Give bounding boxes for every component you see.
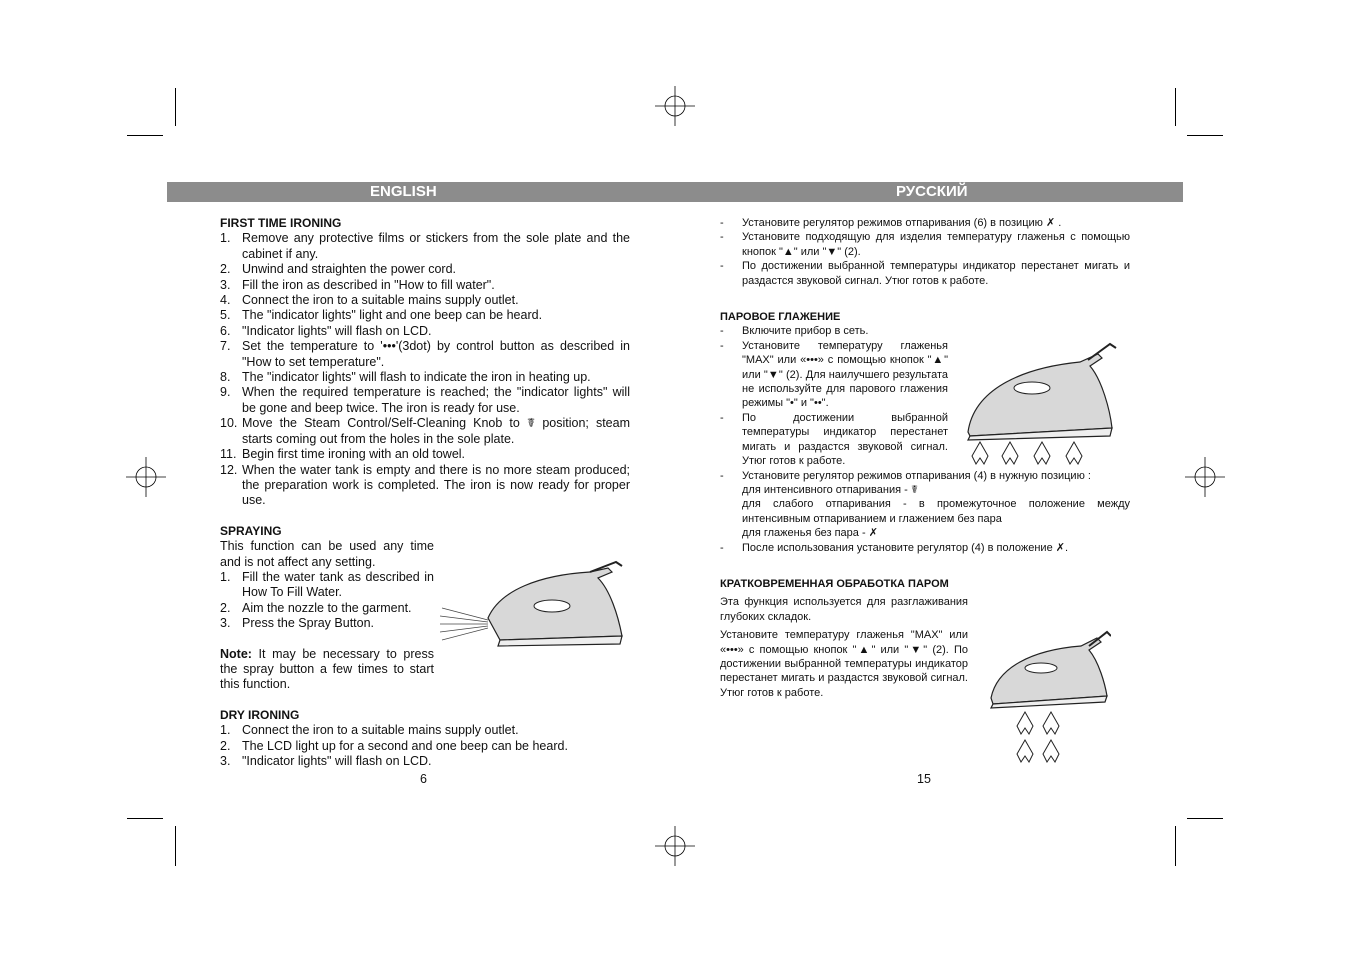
registration-mark xyxy=(655,86,695,126)
burst-paragraph-1: Эта функция используется для разглаживания глубоких складок. xyxy=(720,596,968,623)
list-item: 5. The "indicator lights" light and one beep can be heard. xyxy=(220,308,543,323)
page-number-left: 6 xyxy=(420,772,427,786)
list-item: - По достижении выбранной температуры индикатор перестанет мигать и раздастся звуковой сигнал. Утюг готов к работе. xyxy=(720,260,1130,287)
list-item: 11. Begin first time ironing with an old towel. xyxy=(220,447,466,462)
steam-sub-3: для глаженья без пара - ✗ xyxy=(742,527,878,540)
list-item: 4. Connect the iron to a suitable mains supply outlet. xyxy=(220,293,519,308)
section-header-bar xyxy=(167,182,1183,202)
dry-ironing-heading: DRY IRONING xyxy=(220,707,300,722)
list-item: 10. Move the Steam Control/Self-Cleaning Knob to ☤ position; steam starts coming out from the holes in the sole plate. xyxy=(220,416,630,446)
list-item: 3. Press the Spray Button. xyxy=(220,616,375,631)
list-item: 12. When the water tank is empty and there is no more steam produced; the preparation work is completed. The iron is now ready for proper use. xyxy=(220,462,630,508)
list-item: 1. Fill the water tank as described in How To Fill Water. xyxy=(220,569,434,600)
list-item: 7. Set the temperature to '•••'(3dot) by control button as described in "How to set temperature". xyxy=(220,339,630,369)
registration-mark xyxy=(1185,457,1225,497)
list-item: 2. The LCD light up for a second and one beep can be heard. xyxy=(220,738,568,753)
registration-mark xyxy=(126,457,166,497)
crop-mark xyxy=(1187,135,1223,136)
steam-ironing-heading: ПАРОВОЕ ГЛАЖЕНИЕ xyxy=(720,311,841,324)
list-item: 6. "Indicator lights" will flash on LCD. xyxy=(220,323,432,338)
steam-sub-2: для слабого отпаривания - в промежуточное положение между интенсивным отпариванием и глажением без пара xyxy=(742,498,1130,525)
list-item: 3. "Indicator lights" will flash on LCD. xyxy=(220,754,432,768)
spraying-heading: SPRAYING xyxy=(220,523,282,538)
first-time-heading: FIRST TIME IRONING xyxy=(220,216,342,230)
russian-title: РУССКИЙ xyxy=(896,183,968,200)
page-number-right: 15 xyxy=(917,772,931,786)
spray-iron-illustration xyxy=(440,560,626,650)
list-item: 9. When the required temperature is reached; the "indicator lights" will be gone and beep twice. The iron is ready for use. xyxy=(220,385,630,415)
burst-heading: КРАТКОВРЕМЕННАЯ ОБРАБОТКА ПАРОМ xyxy=(720,577,949,590)
list-item: 2. Aim the nozzle to the garment. xyxy=(220,600,412,615)
list-item: - По достижении выбранной температуры индикатор перестанет мигать и раздастся звуковой сигнал. Утюг готов к работе. xyxy=(720,411,948,468)
burst-paragraph-2: Установите температуру глаженья "MAX" или «•••» с помощью кнопок "▲" или "▼" (2). По достижении выбранной температуры индикатор перестанет мигать и раздастся звуковой сигнал. Утюг готов к работе. xyxy=(720,629,968,699)
steam-burst-iron-illustration xyxy=(985,630,1111,770)
list-item: - После использования установите регулятор (4) в положение ✗. xyxy=(720,541,1069,554)
crop-mark xyxy=(127,818,163,819)
crop-mark xyxy=(175,88,176,126)
crop-mark xyxy=(1175,88,1176,126)
list-item: 2. Unwind and straighten the power cord. xyxy=(220,262,457,277)
english-column xyxy=(220,216,630,769)
list-item: - Установите регулятор режимов отпаривания (4) в нужную позицию : xyxy=(720,469,1091,482)
list-item: - Установите подходящую для изделия температуру глаженья с помощью кнопок "▲" или "▼" (2). xyxy=(720,231,1130,258)
steam-sub-1: для интенсивного отпаривания - ☤ xyxy=(742,483,919,496)
crop-mark xyxy=(1187,818,1223,819)
list-item: - Установите температуру глаженья "MAX" или «•••» с помощью кнопок "▲" или "▼" (2). Для наилучшего результата не используйте для парового глажения режимы "•" и "••". xyxy=(720,339,948,410)
registration-mark xyxy=(655,826,695,866)
steam-iron-illustration xyxy=(960,340,1120,470)
english-title: ENGLISH xyxy=(370,183,437,200)
list-item: 1. Remove any protective films or stickers from the sole plate and the cabinet if any. xyxy=(220,231,630,261)
list-item: 1. Connect the iron to a suitable mains supply outlet. xyxy=(220,723,519,738)
crop-mark xyxy=(127,135,163,136)
first-time-list xyxy=(220,231,630,508)
spraying-intro: This function can be used any time and is not affect any setting. xyxy=(220,539,434,569)
list-item: 8. The "indicator lights" will flash to indicate the iron in heating up. xyxy=(220,370,591,385)
list-item: - Установите регулятор режимов отпаривания (6) в позицию ✗ . xyxy=(720,217,1062,229)
list-item: - Включите прибор в сеть. xyxy=(720,325,869,338)
list-item: 3. Fill the iron as described in "How to fill water". xyxy=(220,277,495,292)
crop-mark xyxy=(1175,826,1176,866)
crop-mark xyxy=(175,826,176,866)
spraying-note: Note: It may be necessary to press the spray button a few times to start this function. xyxy=(220,646,434,692)
